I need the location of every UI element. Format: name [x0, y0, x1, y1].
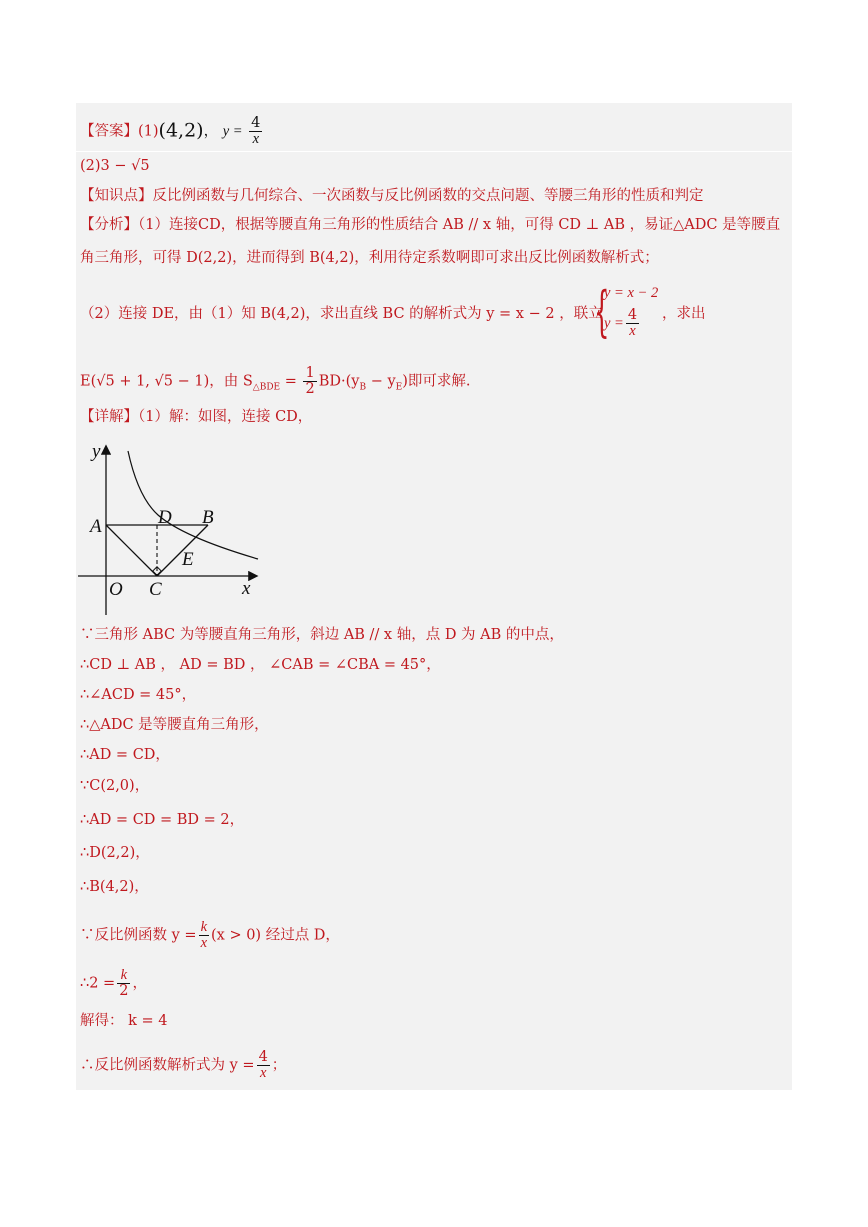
analysis-line4-sub2: B	[359, 382, 367, 393]
answer-func-den: x	[252, 131, 259, 147]
analysis-line4-b: =	[280, 373, 297, 390]
knowledge-text: 反比例函数与几何综合、一次函数与反比例函数的交点问题、等腰三角形的性质和判定	[152, 188, 704, 204]
detail-step13-b: ；	[271, 1057, 287, 1074]
analysis-line-3b: ，求出	[662, 306, 706, 322]
hyperbola-curve	[128, 451, 258, 559]
detail-intro-line	[80, 407, 312, 427]
geometry-figure	[78, 437, 268, 617]
system-eq2-num: 4	[627, 307, 638, 323]
analysis-label: 【分析】	[80, 217, 138, 233]
detail-step-6: ∵C(2,0)，	[80, 778, 150, 794]
detail-step-8: ∴D(2,2)，	[80, 845, 150, 861]
analysis-line4-c: BD·(y	[318, 373, 360, 390]
answer-sep: ，	[203, 123, 219, 140]
detail-step-7: ∴AD = CD = BD = 2，	[80, 812, 245, 828]
detail-step10-a: ∵反比例函数 y =	[80, 927, 197, 944]
detail-step-13	[80, 1050, 286, 1081]
label-y: y	[92, 441, 101, 462]
analysis-line1-text: （1）连接CD，根据等腰直角三角形的性质结合 AB // x 轴，可得 CD ⊥ AB ，易证△ADC 是等腰直	[138, 217, 781, 233]
system-eq2-lhs: y =	[604, 315, 624, 332]
analysis-line4-fraction	[303, 366, 316, 397]
detail-label: 【详解】	[80, 409, 138, 425]
analysis-line4-sub: △BDE	[252, 382, 281, 393]
answer-part2: (2)3 − √5	[80, 158, 150, 174]
detail-step13-a: ∴反比例函数解析式为 y =	[80, 1057, 255, 1074]
detail-step-12: 解得： k = 4	[80, 1013, 168, 1029]
analysis-line-3a: （2）连接 DE，由（1）知 B(4,2)，求出直线 BC 的解析式为 y = x − 2 ，联立	[80, 306, 603, 322]
label-B: B	[202, 507, 214, 528]
analysis-line4-sub3: E	[395, 382, 403, 393]
detail-step10-num: k	[200, 919, 207, 935]
answer-part1-prefix: (1)	[138, 123, 159, 140]
system-eq2-den: x	[629, 323, 636, 339]
detail-step-5: ∴AD = CD，	[80, 747, 170, 763]
detail-step11-num: k	[117, 968, 130, 984]
knowledge-label: 【知识点】	[80, 188, 153, 204]
knowledge-line	[80, 186, 704, 206]
segment-AC	[106, 525, 157, 576]
detail-step10-fraction	[199, 920, 209, 951]
detail-intro: （1）解：如图，连接 CD，	[138, 409, 313, 425]
detail-step-4: ∴△ADC 是等腰直角三角形，	[80, 717, 269, 733]
analysis-line4-num: 1	[305, 365, 315, 381]
label-x: x	[242, 578, 251, 599]
analysis-line4-a: E(√5 + 1, √5 − 1)，由 S	[80, 373, 253, 390]
label-O: O	[109, 579, 123, 600]
analysis-line4-e: )即可求解.	[402, 373, 471, 390]
answer-func-num: 4	[251, 115, 261, 131]
detail-step11-fraction	[117, 968, 130, 999]
label-E: E	[182, 549, 194, 570]
detail-step-2: ∴CD ⊥ AB ， AD = BD ， ∠CAB = ∠CBA = 45°，	[80, 657, 441, 673]
answer-func-lhs: y =	[222, 123, 243, 140]
detail-step-3: ∴∠ACD = 45°，	[80, 687, 197, 703]
answer-label: 【答案】	[80, 123, 138, 140]
analysis-line-4	[80, 366, 471, 397]
analysis-line-2: 角三角形，可得 D(2,2)，进而得到 B(4,2)，利用待定系数啊即可求出反比例函数解析式；	[80, 250, 659, 266]
analysis-line-1	[80, 215, 780, 235]
answer-func-fraction	[249, 116, 262, 147]
detail-step13-fraction	[257, 1050, 270, 1081]
detail-step-10	[80, 920, 340, 951]
detail-step-11	[80, 968, 147, 999]
system-eq2	[604, 308, 641, 339]
analysis-line4-den: 2	[305, 381, 315, 397]
detail-step11-b: ，	[132, 975, 147, 992]
detail-step-1: ∵三角形 ABC 为等腰直角三角形，斜边 AB // x 轴，点 D 为 AB 的中点，	[80, 627, 564, 643]
detail-step13-num: 4	[258, 1049, 268, 1065]
system-brace-icon: {	[594, 280, 610, 343]
detail-step11-a: ∴2 =	[80, 975, 116, 992]
answer-line	[80, 116, 264, 147]
detail-step-9: ∴B(4,2)，	[80, 879, 149, 895]
system-eq2-fraction	[626, 308, 639, 339]
answer-point: (4,2)	[158, 119, 204, 142]
detail-step10-den: x	[200, 935, 207, 951]
label-D: D	[158, 507, 172, 528]
detail-step11-den: 2	[119, 983, 129, 999]
label-A: A	[90, 516, 102, 537]
analysis-line4-d: − y	[366, 373, 396, 390]
detail-step13-den: x	[259, 1065, 267, 1081]
label-C: C	[149, 579, 162, 600]
detail-step10-b: (x > 0) 经过点 D，	[211, 927, 340, 944]
system-eq1: y = x − 2	[604, 285, 659, 301]
